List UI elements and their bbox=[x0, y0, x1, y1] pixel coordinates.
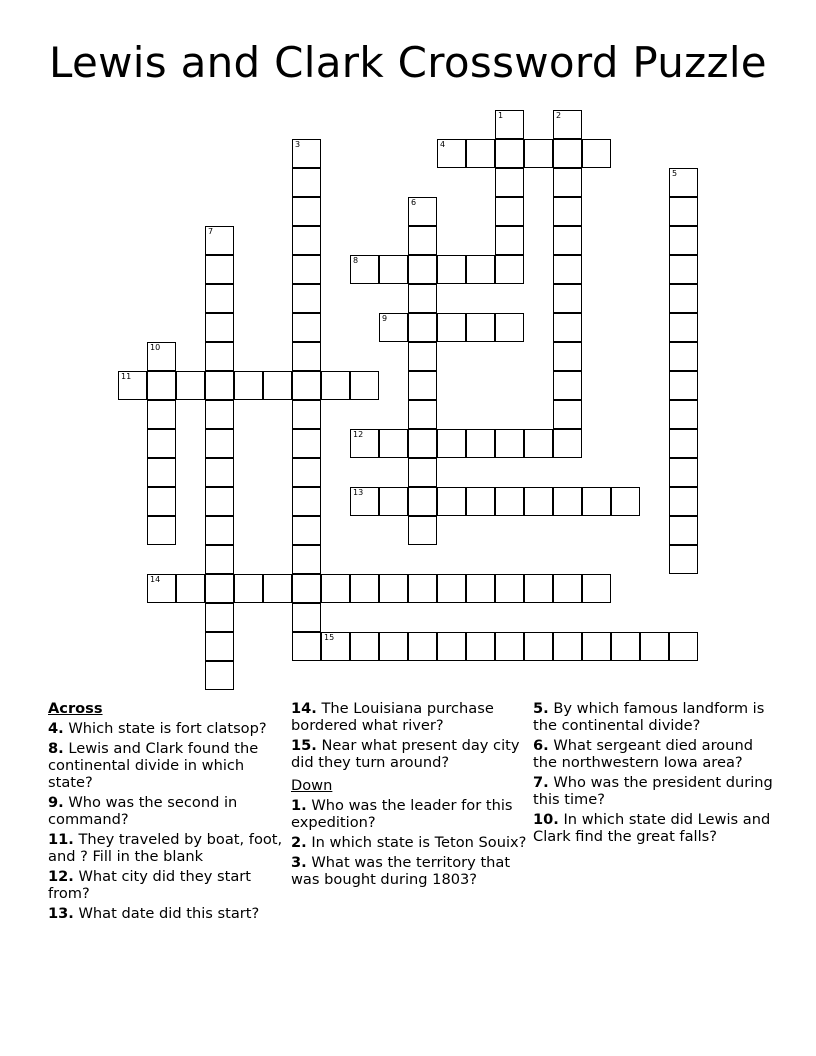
grid-cell[interactable] bbox=[669, 197, 698, 226]
clue-number: 12 bbox=[353, 430, 364, 439]
across-heading: Across bbox=[48, 700, 103, 717]
clue-down-6: 6. What sergeant died around the northwestern Iowa area? bbox=[533, 737, 753, 771]
grid-cell[interactable] bbox=[379, 313, 408, 342]
grid-cell[interactable] bbox=[466, 313, 495, 342]
grid-cell[interactable] bbox=[408, 284, 437, 313]
grid-cell[interactable] bbox=[466, 632, 495, 661]
grid-cell[interactable] bbox=[205, 661, 234, 690]
grid-cell[interactable] bbox=[205, 574, 234, 603]
grid-cell[interactable] bbox=[379, 255, 408, 284]
grid-cell[interactable] bbox=[582, 487, 611, 516]
grid-cell[interactable] bbox=[408, 516, 437, 545]
grid-cell[interactable] bbox=[669, 371, 698, 400]
grid-cell[interactable] bbox=[466, 255, 495, 284]
grid-cell[interactable] bbox=[147, 371, 176, 400]
clue-number: 11 bbox=[121, 372, 132, 381]
grid-cell[interactable] bbox=[205, 429, 234, 458]
clue-down-2: 2. In which state is Teton Souix? bbox=[291, 834, 527, 851]
clues-column-2 bbox=[291, 700, 527, 891]
clue-across-11: 11. They traveled by boat, foot, and ? Fill in the blank bbox=[48, 831, 283, 865]
grid-cell[interactable] bbox=[495, 574, 524, 603]
grid-cell[interactable] bbox=[292, 168, 321, 197]
clue-across-14: 14. The Louisiana purchase bordered what river? bbox=[291, 700, 494, 734]
grid-cell[interactable] bbox=[408, 255, 437, 284]
grid-cell[interactable] bbox=[408, 342, 437, 371]
grid-cell[interactable] bbox=[147, 400, 176, 429]
grid-cell[interactable] bbox=[350, 255, 379, 284]
clue-down-1: 1. Who was the leader for this expedition? bbox=[291, 797, 513, 831]
grid-cell[interactable] bbox=[147, 458, 176, 487]
clue-number: 4 bbox=[440, 140, 446, 149]
clue-number: 1 bbox=[498, 111, 504, 120]
grid-cell[interactable] bbox=[292, 371, 321, 400]
grid-cell[interactable] bbox=[205, 516, 234, 545]
grid-cell[interactable] bbox=[292, 487, 321, 516]
grid-cell[interactable] bbox=[292, 197, 321, 226]
grid-cell[interactable] bbox=[205, 400, 234, 429]
grid-cell[interactable] bbox=[524, 139, 553, 168]
grid-cell[interactable] bbox=[408, 313, 437, 342]
grid-cell[interactable] bbox=[553, 429, 582, 458]
grid-cell[interactable] bbox=[582, 574, 611, 603]
grid-cell[interactable] bbox=[669, 313, 698, 342]
grid-cell[interactable] bbox=[176, 371, 205, 400]
grid-cell[interactable] bbox=[553, 168, 582, 197]
grid-cell[interactable] bbox=[640, 632, 669, 661]
grid-cell[interactable] bbox=[350, 487, 379, 516]
grid-cell[interactable] bbox=[292, 574, 321, 603]
clue-number: 5 bbox=[672, 169, 678, 178]
grid-cell[interactable] bbox=[263, 574, 292, 603]
grid-cell[interactable] bbox=[669, 168, 698, 197]
clue-across-9: 9. Who was the second in command? bbox=[48, 794, 238, 828]
clue-number: 8 bbox=[353, 256, 359, 265]
grid-cell[interactable] bbox=[611, 487, 640, 516]
grid-cell[interactable] bbox=[205, 284, 234, 313]
grid-cell[interactable] bbox=[495, 487, 524, 516]
grid-cell[interactable] bbox=[437, 255, 466, 284]
grid-cell[interactable] bbox=[379, 429, 408, 458]
grid-cell[interactable] bbox=[205, 255, 234, 284]
clue-across-15: 15. Near what present day city did they turn around? bbox=[291, 737, 520, 771]
grid-cell[interactable] bbox=[495, 226, 524, 255]
grid-cell[interactable] bbox=[292, 226, 321, 255]
grid-cell[interactable] bbox=[437, 632, 466, 661]
grid-cell[interactable] bbox=[408, 371, 437, 400]
grid-cell[interactable] bbox=[263, 371, 292, 400]
clue-number: 9 bbox=[382, 314, 388, 323]
grid-cell[interactable] bbox=[669, 487, 698, 516]
grid-cell[interactable] bbox=[553, 110, 582, 139]
grid-cell[interactable] bbox=[379, 487, 408, 516]
grid-cell[interactable] bbox=[553, 342, 582, 371]
clue-number: 10 bbox=[150, 343, 161, 352]
grid-cell[interactable] bbox=[408, 226, 437, 255]
grid-cell[interactable] bbox=[553, 139, 582, 168]
grid-cell[interactable] bbox=[495, 313, 524, 342]
grid-cell[interactable] bbox=[408, 400, 437, 429]
grid-cell[interactable] bbox=[408, 574, 437, 603]
grid-cell[interactable] bbox=[524, 574, 553, 603]
grid-cell[interactable] bbox=[205, 226, 234, 255]
grid-cell[interactable] bbox=[205, 458, 234, 487]
grid-cell[interactable] bbox=[553, 371, 582, 400]
grid-cell[interactable] bbox=[379, 632, 408, 661]
grid-cell[interactable] bbox=[176, 574, 205, 603]
grid-cell[interactable] bbox=[408, 197, 437, 226]
grid-cell[interactable] bbox=[466, 139, 495, 168]
clue-number: 15 bbox=[324, 633, 335, 642]
grid-cell[interactable] bbox=[321, 574, 350, 603]
grid-cell[interactable] bbox=[292, 603, 321, 632]
clue-number: 7 bbox=[208, 227, 214, 236]
grid-cell[interactable] bbox=[234, 574, 263, 603]
grid-cell[interactable] bbox=[669, 400, 698, 429]
grid-cell[interactable] bbox=[669, 342, 698, 371]
grid-cell[interactable] bbox=[205, 487, 234, 516]
grid-cell[interactable] bbox=[466, 574, 495, 603]
clue-number: 2 bbox=[556, 111, 562, 120]
grid-cell[interactable] bbox=[437, 574, 466, 603]
grid-cell[interactable] bbox=[669, 632, 698, 661]
clue-down-7: 7. Who was the president during this time? bbox=[533, 774, 773, 808]
grid-cell[interactable] bbox=[292, 313, 321, 342]
grid-cell[interactable] bbox=[495, 168, 524, 197]
grid-cell[interactable] bbox=[408, 632, 437, 661]
grid-cell[interactable] bbox=[321, 371, 350, 400]
grid-cell[interactable] bbox=[350, 574, 379, 603]
grid-cell[interactable] bbox=[437, 487, 466, 516]
clue-down-10: 10. In which state did Lewis and Clark find the great falls? bbox=[533, 811, 771, 845]
grid-cell[interactable] bbox=[205, 603, 234, 632]
grid-cell[interactable] bbox=[437, 313, 466, 342]
clue-number: 6 bbox=[411, 198, 417, 207]
grid-cell[interactable] bbox=[292, 284, 321, 313]
grid-cell[interactable] bbox=[466, 487, 495, 516]
grid-cell[interactable] bbox=[553, 197, 582, 226]
grid-cell[interactable] bbox=[466, 429, 495, 458]
grid-cell[interactable] bbox=[495, 197, 524, 226]
grid-cell[interactable] bbox=[379, 574, 408, 603]
page-title: Lewis and Clark Crossword Puzzle bbox=[49, 38, 767, 87]
clue-across-12: 12. What city did they start from? bbox=[48, 868, 251, 902]
grid-cell[interactable] bbox=[292, 458, 321, 487]
grid-cell[interactable] bbox=[118, 371, 147, 400]
clue-number: 3 bbox=[295, 140, 301, 149]
grid-cell[interactable] bbox=[611, 632, 640, 661]
clue-across-8: 8. Lewis and Clark found the continental divide in which state? bbox=[48, 740, 259, 791]
clue-across-13: 13. What date did this start? bbox=[48, 905, 260, 922]
grid-cell[interactable] bbox=[582, 139, 611, 168]
grid-cell[interactable] bbox=[147, 429, 176, 458]
grid-cell[interactable] bbox=[669, 255, 698, 284]
grid-cell[interactable] bbox=[553, 400, 582, 429]
grid-cell[interactable] bbox=[669, 458, 698, 487]
grid-cell[interactable] bbox=[292, 632, 321, 661]
grid-cell[interactable] bbox=[408, 458, 437, 487]
grid-cell[interactable] bbox=[524, 487, 553, 516]
grid-cell[interactable] bbox=[495, 429, 524, 458]
grid-cell[interactable] bbox=[292, 516, 321, 545]
clues-column-3 bbox=[533, 700, 773, 848]
grid-cell[interactable] bbox=[205, 371, 234, 400]
grid-cell[interactable] bbox=[495, 139, 524, 168]
grid-cell[interactable] bbox=[553, 487, 582, 516]
grid-cell[interactable] bbox=[669, 429, 698, 458]
grid-cell[interactable] bbox=[205, 342, 234, 371]
grid-cell[interactable] bbox=[205, 313, 234, 342]
grid-cell[interactable] bbox=[553, 313, 582, 342]
grid-cell[interactable] bbox=[292, 255, 321, 284]
grid-cell[interactable] bbox=[408, 487, 437, 516]
clues-column-1 bbox=[48, 700, 284, 925]
clue-down-3: 3. What was the territory that was bought during 1803? bbox=[291, 854, 511, 888]
clue-down-5: 5. By which famous landform is the continental divide? bbox=[533, 700, 765, 734]
grid-cell[interactable] bbox=[669, 516, 698, 545]
grid-cell[interactable] bbox=[350, 632, 379, 661]
grid-cell[interactable] bbox=[495, 632, 524, 661]
grid-cell[interactable] bbox=[292, 400, 321, 429]
clue-number: 14 bbox=[150, 575, 161, 584]
grid-cell[interactable] bbox=[437, 429, 466, 458]
grid-cell[interactable] bbox=[350, 371, 379, 400]
grid-cell[interactable] bbox=[553, 226, 582, 255]
grid-cell[interactable] bbox=[669, 226, 698, 255]
grid-cell[interactable] bbox=[350, 429, 379, 458]
grid-cell[interactable] bbox=[205, 545, 234, 574]
grid-cell[interactable] bbox=[553, 632, 582, 661]
grid-cell[interactable] bbox=[292, 342, 321, 371]
grid-cell[interactable] bbox=[495, 110, 524, 139]
grid-cell[interactable] bbox=[437, 139, 466, 168]
grid-cell[interactable] bbox=[669, 545, 698, 574]
grid-cell[interactable] bbox=[292, 545, 321, 574]
grid-cell[interactable] bbox=[234, 371, 263, 400]
grid-cell[interactable] bbox=[524, 632, 553, 661]
grid-cell[interactable] bbox=[147, 574, 176, 603]
down-heading: Down bbox=[291, 777, 333, 794]
grid-cell[interactable] bbox=[408, 429, 437, 458]
grid-cell[interactable] bbox=[553, 255, 582, 284]
grid-cell[interactable] bbox=[147, 516, 176, 545]
grid-cell[interactable] bbox=[147, 487, 176, 516]
clue-across-4: 4. Which state is fort clatsop? bbox=[48, 720, 267, 737]
grid-cell[interactable] bbox=[292, 429, 321, 458]
grid-cell[interactable] bbox=[205, 632, 234, 661]
grid-cell[interactable] bbox=[292, 139, 321, 168]
grid-cell[interactable] bbox=[553, 574, 582, 603]
grid-cell[interactable] bbox=[321, 632, 350, 661]
grid-cell[interactable] bbox=[553, 284, 582, 313]
grid-cell[interactable] bbox=[669, 284, 698, 313]
grid-cell[interactable] bbox=[582, 632, 611, 661]
grid-cell[interactable] bbox=[495, 255, 524, 284]
grid-cell[interactable] bbox=[524, 429, 553, 458]
grid-cell[interactable] bbox=[147, 342, 176, 371]
clue-number: 13 bbox=[353, 488, 364, 497]
